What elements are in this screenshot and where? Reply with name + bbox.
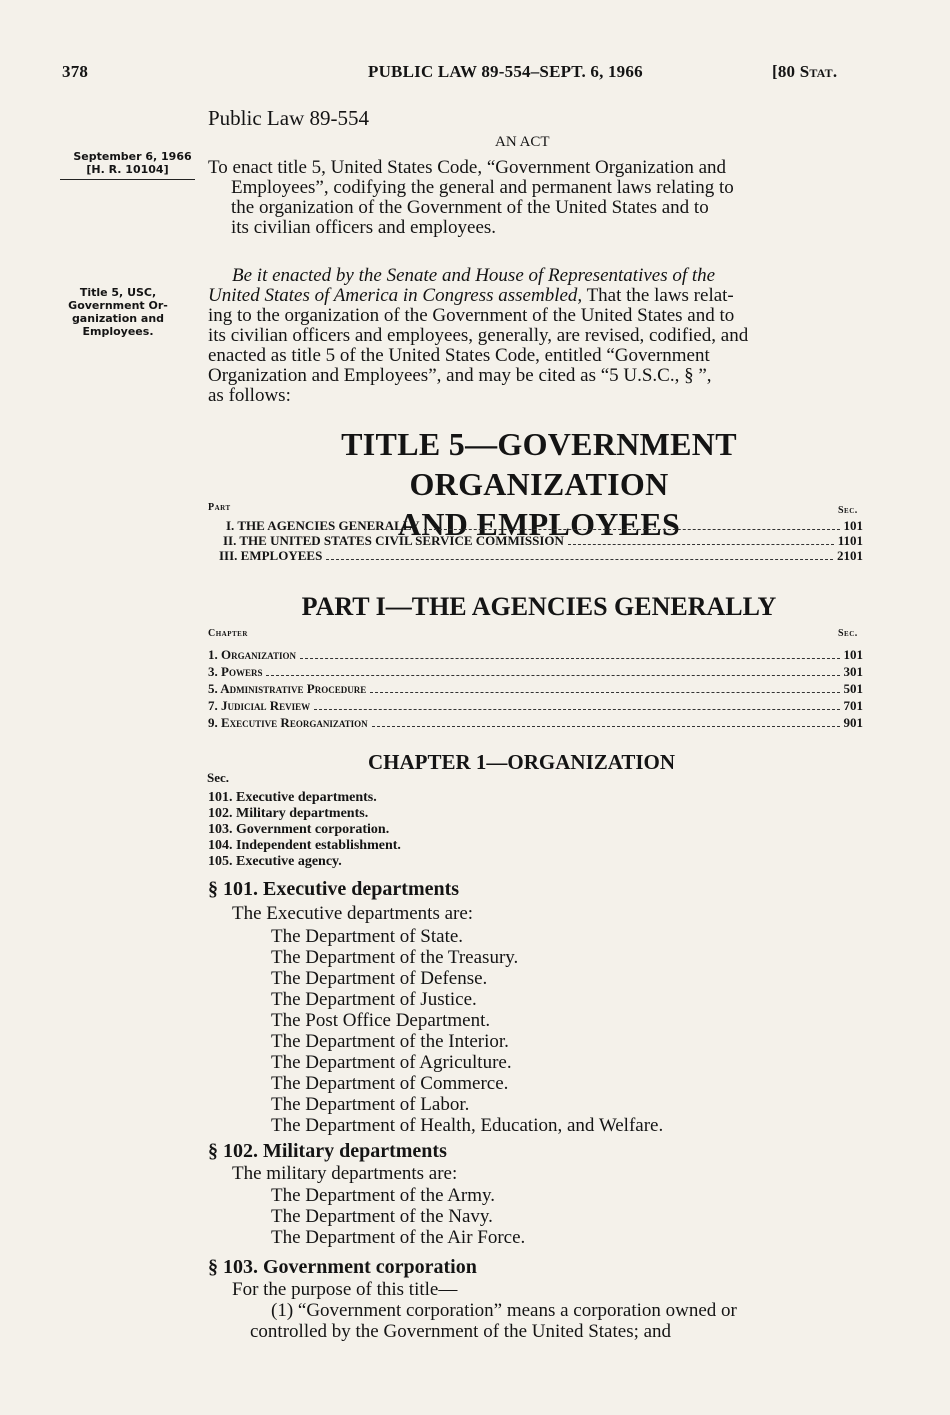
list-item: 101. Executive departments. bbox=[208, 790, 377, 805]
list-item: The Department of Agriculture. bbox=[271, 1052, 512, 1073]
toc-row: I. THE AGENCIES GENERALLY 101 bbox=[226, 518, 863, 533]
title-heading: TITLE 5—GOVERNMENT ORGANIZATION AND EMPLOYEES bbox=[341, 426, 737, 542]
list-item: The Department of Justice. bbox=[271, 989, 477, 1010]
list-item: The Department of the Treasury. bbox=[271, 947, 519, 968]
chapters-toc bbox=[208, 646, 863, 731]
toc-row: II. THE UNITED STATES CIVIL SERVICE COMMISSION 1101 bbox=[223, 533, 863, 548]
list-item: The Department of Defense. bbox=[271, 968, 488, 989]
chapters-col-right: Sec. bbox=[838, 628, 858, 639]
parts-col-right: Sec. bbox=[838, 505, 858, 516]
list-item: The Post Office Department. bbox=[271, 1010, 491, 1031]
margin-title-note: Title 5, USC, Government Or- ganization and Employees. bbox=[68, 286, 168, 338]
list-item: The Department of Commerce. bbox=[271, 1073, 509, 1094]
sec-label: Sec. bbox=[207, 770, 230, 785]
list-item: The Department of the Air Force. bbox=[271, 1227, 526, 1248]
list-item: The Department of Health, Education, and Welfare. bbox=[271, 1115, 664, 1136]
toc-row: 9. Executive Reorganization 901 bbox=[208, 715, 863, 730]
toc-row: 3. Powers 301 bbox=[208, 664, 863, 679]
section-101-intro: The Executive departments are: bbox=[232, 903, 474, 924]
page-number: 378 bbox=[62, 62, 89, 81]
section-101-heading: § 101. Executive departments bbox=[208, 878, 460, 900]
margin-bill-number: [H. R. 10104] bbox=[60, 163, 195, 180]
list-item: 103. Government corporation. bbox=[208, 822, 390, 837]
chapter-1-sections bbox=[208, 790, 401, 870]
list-item: The Department of State. bbox=[271, 926, 464, 947]
law-title: Public Law 89-554 bbox=[208, 106, 369, 130]
section-103-line-1: (1) “Government corporation” means a corporation owned or bbox=[271, 1300, 737, 1321]
list-item: 105. Executive agency. bbox=[208, 854, 342, 869]
stat-reference: [80 Stat. bbox=[772, 62, 838, 81]
list-item: The Department of Labor. bbox=[271, 1094, 470, 1115]
section-102-list bbox=[271, 1185, 525, 1248]
list-item: The Department of the Army. bbox=[271, 1185, 496, 1206]
parts-toc bbox=[208, 518, 863, 563]
toc-row: 5. Administrative Procedure 501 bbox=[208, 681, 863, 696]
margin-date: September 6, 1966 bbox=[73, 150, 192, 163]
list-item: The Department of the Interior. bbox=[271, 1031, 509, 1052]
running-title: PUBLIC LAW 89-554–SEPT. 6, 1966 bbox=[368, 62, 643, 81]
list-item: 102. Military departments. bbox=[208, 806, 369, 821]
part-i-heading: PART I—THE AGENCIES GENERALLY bbox=[301, 592, 777, 621]
section-101-list bbox=[271, 926, 663, 1136]
toc-row: III. EMPLOYEES 2101 bbox=[219, 548, 863, 563]
act-label: AN ACT bbox=[495, 134, 550, 150]
section-103-intro: For the purpose of this title— bbox=[232, 1279, 458, 1300]
list-item: The Department of the Navy. bbox=[271, 1206, 493, 1227]
parts-col-left: Part bbox=[208, 502, 231, 513]
toc-row: 1. Organization 101 bbox=[208, 647, 863, 662]
toc-row: 7. Judicial Review 701 bbox=[208, 698, 863, 713]
act-purpose: To enact title 5, United States Code, “Government Organization and Employees”, codifying the general and permanent laws relating to the organization of the Government of the United States and to its civilian officers and employees. bbox=[208, 157, 734, 238]
section-102-heading: § 102. Military departments bbox=[208, 1140, 447, 1162]
chapter-1-heading: CHAPTER 1—ORGANIZATION bbox=[368, 750, 676, 774]
section-103-line-2: controlled by the Government of the United States; and bbox=[250, 1321, 672, 1342]
enacting-clause: Be it enacted by the Senate and House of Representatives of the United States of America in Congress assembled, That the laws relat- ing to the organization of the Government of the United States and to its civilian officers and employees, generally, are revised, codified, and enacted as title 5 of the United States Code, entitled “Government Organization and Employees”, and may be cited as “5 U.S.C., § ”, as follows: bbox=[208, 265, 749, 406]
section-102-intro: The military departments are: bbox=[232, 1163, 458, 1184]
list-item: 104. Independent establishment. bbox=[208, 838, 401, 853]
section-103-heading: § 103. Government corporation bbox=[208, 1256, 477, 1278]
chapters-col-left: Chapter bbox=[208, 628, 248, 639]
